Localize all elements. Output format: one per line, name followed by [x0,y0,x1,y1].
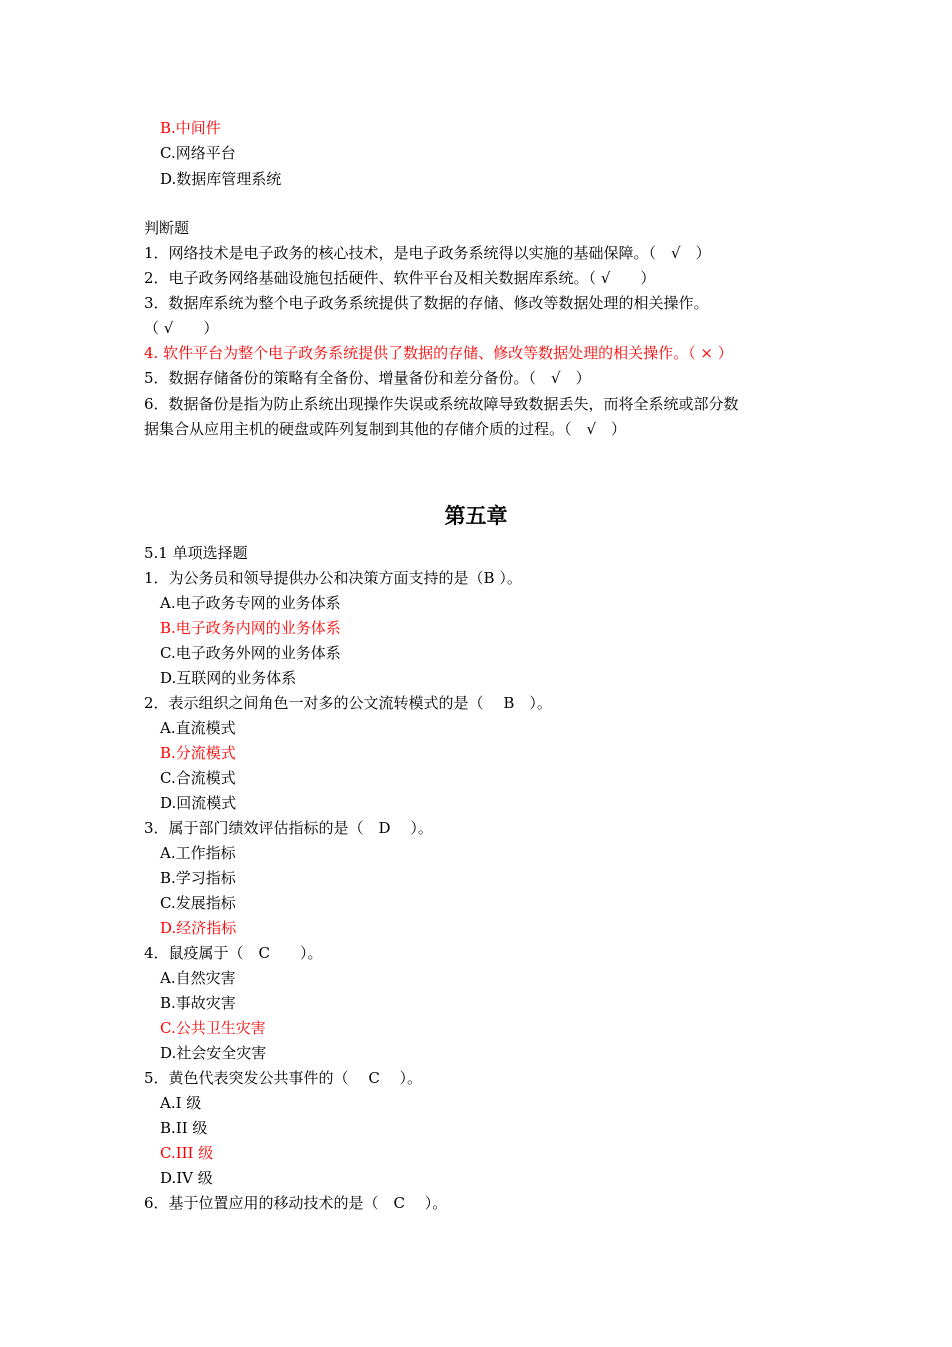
q1-option-a: A.电子政务专网的业务体系 [160,594,341,612]
q3-option-d: D.经济指标 [160,919,237,937]
q1-option-c: C.电子政务外网的业务体系 [160,644,341,662]
q4-option-d: D.社会安全灾害 [160,1044,267,1062]
q3-option-c: C.发展指标 [160,894,236,912]
question-3-stem: 3．属于部门绩效评估指标的是（ D ）。 [144,819,433,837]
question-1-stem: 1．为公务员和领导提供办公和决策方面支持的是（B ）。 [144,569,522,587]
question-5-stem: 5．黄色代表突发公共事件的（ C ）。 [144,1069,423,1087]
question-4-stem: 4．鼠疫属于（ C ）。 [144,944,323,962]
q3-option-b: B.学习指标 [160,869,236,887]
prev-option-c: C.网络平台 [160,144,236,162]
q5-option-c: C.III 级 [160,1144,214,1162]
judge-item-5: 5．数据存储备份的策略有全备份、增量备份和差分备份。（ √ ） [144,369,591,387]
q2-option-a: A.直流模式 [160,719,236,737]
q2-option-b: B.分流模式 [160,744,236,762]
prev-option-d: D.数据库管理系统 [160,170,282,188]
q5-option-d: D.IV 级 [160,1169,213,1187]
q4-option-b: B.事故灾害 [160,994,236,1012]
judge-heading: 判断题 [144,219,190,237]
judge-item-2: 2．电子政务网络基础设施包括硬件、软件平台及相关数据库系统。（ √ ） [144,269,656,287]
question-6-stem: 6．基于位置应用的移动技术的是（ C ）。 [144,1194,448,1212]
q1-option-b: B.电子政务内网的业务体系 [160,619,341,637]
q2-option-d: D.回流模式 [160,794,237,812]
judge-item-6-cont: 据集合从应用主机的硬盘或阵列复制到其他的存储介质的过程。（ √ ） [144,420,627,438]
judge-item-6: 6．数据备份是指为防止系统出现操作失误或系统故障导致数据丢失，而将全系统或部分数 [144,395,739,413]
q3-option-a: A.工作指标 [160,844,236,862]
q5-option-b: B.II 级 [160,1119,208,1137]
chapter-title: 第五章 [444,504,508,528]
section-heading: 5.1 单项选择题 [144,544,248,562]
judge-item-1: 1．网络技术是电子政务的核心技术，是电子政务系统得以实施的基础保障。（ √ ） [144,244,711,262]
q4-option-c: C.公共卫生灾害 [160,1019,266,1037]
q5-option-a: A.I 级 [160,1094,202,1112]
judge-item-4: 4. 软件平台为整个电子政务系统提供了数据的存储、修改等数据处理的相关操作。（ × ） [144,344,733,362]
prev-option-b: B.中间件 [160,119,221,137]
judge-item-3-answer: （ √ ） [144,319,219,337]
question-2-stem: 2．表示组织之间角色一对多的公文流转模式的是（ B ）。 [144,694,552,712]
q4-option-a: A.自然灾害 [160,969,236,987]
q1-option-d: D.互联网的业务体系 [160,669,297,687]
q2-option-c: C.合流模式 [160,769,236,787]
judge-item-3: 3．数据库系统为整个电子政务系统提供了数据的存储、修改等数据处理的相关操作。 [144,294,709,312]
